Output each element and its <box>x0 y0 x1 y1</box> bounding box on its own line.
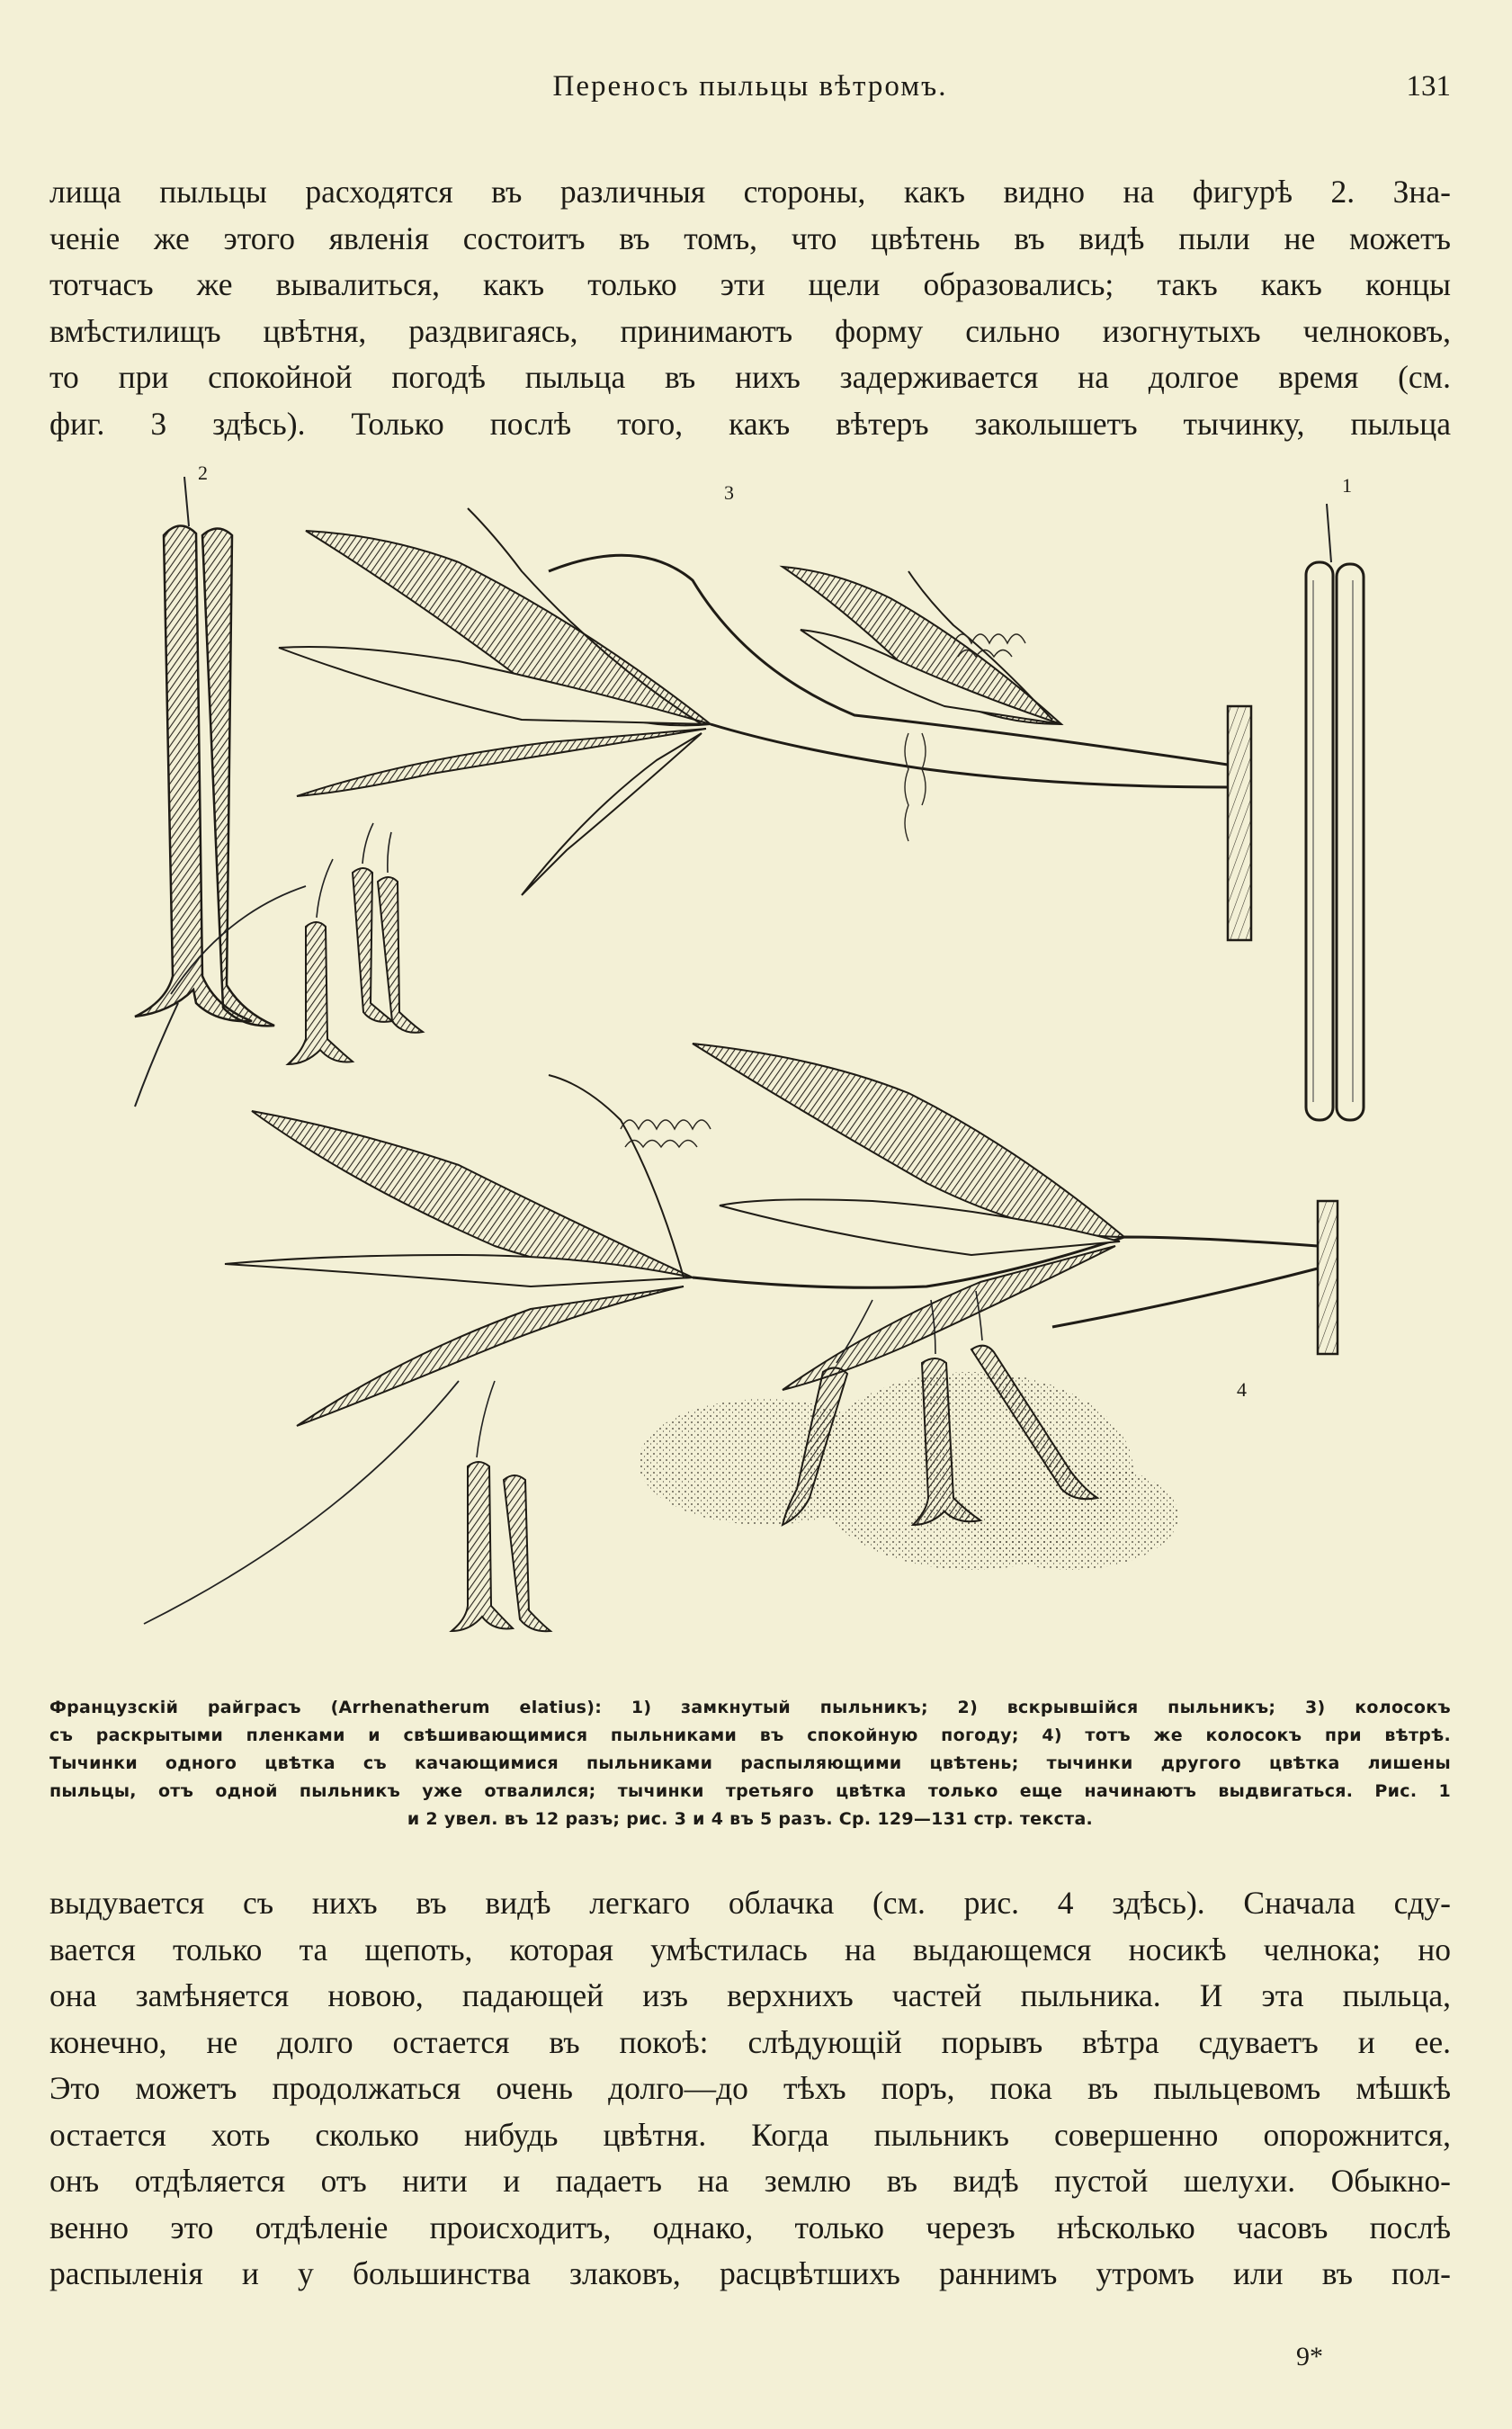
text-line: венно это отдѣленіе происходитъ, однако, только черезъ нѣсколько часовъ послѣ <box>49 2209 1451 2245</box>
caption-line: Французскій райграсъ (Arrhenatherum elatius): 1) замкнутый пыльникъ; 2) вскрывшійся пыльникъ; 3) колосокъ <box>49 1698 1451 1717</box>
caption-line: Тычинки одного цвѣтка съ качающимися пыльниками распыляющими цвѣтень; тычинки другого цвѣтка лишены <box>49 1753 1451 1773</box>
text-line: ченіе же этого явленія состоитъ въ томъ, что цвѣтень въ видѣ пыли не можетъ <box>49 220 1451 256</box>
text-line: фиг. 3 здѣсь). Только послѣ того, какъ вѣтеръ заколышетъ тычинку, пыльца <box>49 405 1451 442</box>
figure-number-4: 4 <box>1237 1378 1247 1401</box>
text-line: она замѣняется новою, падающей изъ верхнихъ частей пыльника. И эта пыльца, <box>49 1977 1451 2013</box>
figure-3-spikelet-calm <box>171 508 1251 1064</box>
text-line: вмѣстилищъ цвѣтня, раздвигаясь, принимаютъ форму сильно изогнутыхъ челноковъ, <box>49 312 1451 349</box>
paragraph-top <box>49 169 1451 447</box>
figure-4-spikelet-wind <box>144 1044 1338 1631</box>
figure-number-3: 3 <box>724 481 734 504</box>
signature-mark: 9* <box>1296 2342 1323 2371</box>
grass-spikelet-engraving <box>117 463 1403 1669</box>
text-line: лища пыльцы расходятся въ различныя стороны, какъ видно на фигурѣ 2. Зна- <box>49 174 1451 210</box>
running-title: Переносъ пыльцы вѣтромъ. <box>552 70 948 103</box>
page-header <box>49 70 1451 115</box>
text-line: выдувается съ нихъ въ видѣ легкаго облачка (см. рис. 4 здѣсь). Сначала сду- <box>49 1885 1451 1921</box>
figure-caption <box>49 1694 1451 1833</box>
figure-2-open-anther <box>135 477 274 1107</box>
figure-number-2: 2 <box>198 462 208 484</box>
botanical-illustration <box>117 463 1403 1669</box>
text-line: остается хоть сколько нибудь цвѣтня. Когда пыльникъ совершенно опорожнится, <box>49 2116 1451 2153</box>
text-line: то при спокойной погодѣ пыльца въ нихъ задерживается на долгое время (см. <box>49 359 1451 395</box>
text-line: Это можетъ продолжаться очень долго—до тѣхъ поръ, пока въ пыльцевомъ мѣшкѣ <box>49 2070 1451 2106</box>
figure-1-closed-anther <box>1306 504 1364 1120</box>
figure-number-1: 1 <box>1342 474 1352 497</box>
text-line: онъ отдѣляется отъ нити и падаетъ на землю въ видѣ пустой шелухи. Обыкно- <box>49 2163 1451 2199</box>
caption-line: съ раскрытыми пленками и свѣшивающимися пыльниками въ спокойную погоду; 4) тотъ же колосокъ при вѣтрѣ. <box>49 1725 1451 1745</box>
text-line: вается только та щепоть, которая умѣстилась на выдающемся носикѣ челнока; но <box>49 1931 1451 1967</box>
text-line: распыленія и у большинства злаковъ, расцвѣтшихъ раннимъ утромъ или въ пол- <box>49 2255 1451 2291</box>
page-number: 131 <box>1406 70 1451 103</box>
text-line: тотчасъ же вывалиться, какъ только эти щели образовались; такъ какъ концы <box>49 266 1451 302</box>
caption-line: и 2 увел. въ 12 разъ; рис. 3 и 4 въ 5 разъ. Ср. 129—131 стр. текста. <box>407 1809 1094 1829</box>
caption-line: пыльцы, отъ одной пыльникъ уже отвалился; тычинки третьяго цвѣтка только еще начинаютъ выдвигаться. Рис. 1 <box>49 1781 1451 1801</box>
text-line: конечно, не долго остается въ покоѣ: слѣдующій порывъ вѣтра сдуваетъ и ее. <box>49 2023 1451 2060</box>
paragraph-bottom <box>49 1880 1451 2298</box>
